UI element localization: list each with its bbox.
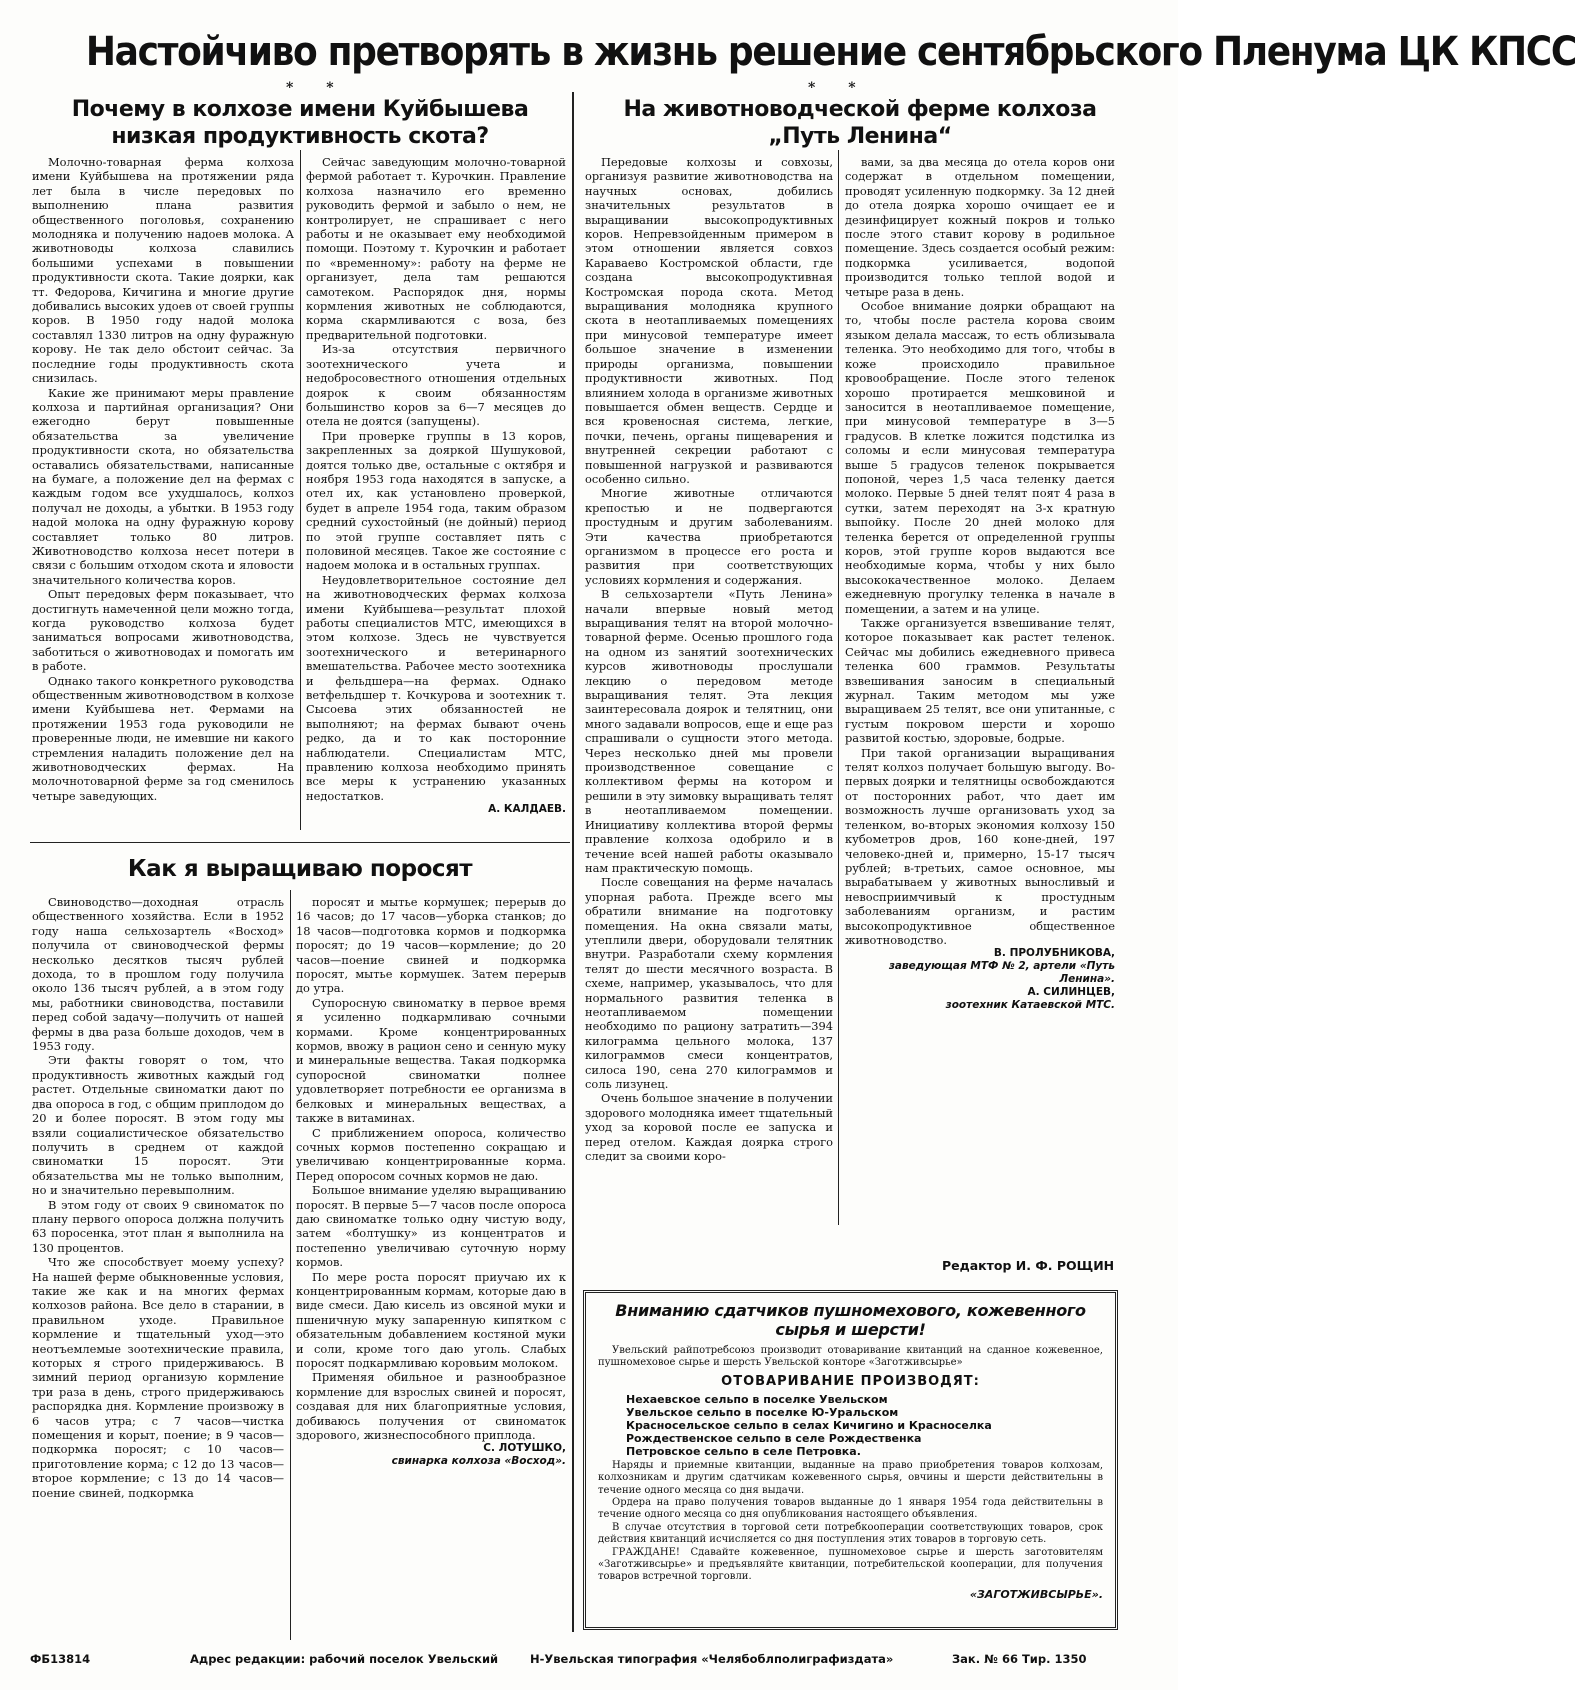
footer-order: Зак. № 66 Тир. 1350	[952, 1652, 1087, 1666]
left-lower-column-rule	[290, 890, 291, 1640]
lenin-farm-column-1	[585, 155, 833, 1280]
lenin-farm-headline: На животноводческой ферме колхоза „Путь Ленина“	[623, 97, 1097, 149]
kuibyshev-headline: Почему в колхозе имени Куйбышева низкая продуктивность скота?	[71, 97, 529, 149]
paragraph: При такой организации выращивания телят колхоз получает большую выгоду. Во-первых доярки и телятницы освобождаются от посторонних работ, что дает им возможность лучше организовать уход за теленком, во-вторых экономия колхозу 150 кубометров дров, 160 коне-дней, 197 человеко-дней и, примерно, 15-17 тысяч рублей; в-третьих, самое основное, мы вырабатываем у животных выносливый и невосприимчивый к простудным заболеваниям организм, и растим высокопродуктивное общественное животноводство.	[845, 745, 1115, 947]
lenin-farm-signature-2-role: зоотехник Катаевской МТС.	[945, 999, 1115, 1012]
notice-subtitle: ОТОВАРИВАНИЕ ПРОИЗВОДЯТ:	[721, 1373, 980, 1389]
paragraph: Из-за отсутствия первичного зоотехнического учета и недобросовестного отношения отдельных доярок к своим обязанностям большинство коров за 6—7 месяцев до отела не доятся (запущены).	[306, 342, 566, 429]
kuibyshev-signature: А. КАЛДАЕВ.	[488, 803, 566, 816]
list-item: Нехаевское сельпо в поселке Увельском	[626, 1392, 888, 1406]
paragraph: Эти факты говорят о том, что продуктивность животных каждый год растет. Отдельные свиноматки дают по два опороса в год, с общим приплодом до 20 и более поросят. В этом году мы взяли социалистическое обязательство получить в среднем от каждой свиноматки 15 поросят. Эти обязательства мы не только выполним, но и значительно перевыполним.	[32, 1053, 284, 1198]
paragraph: В сельхозартели «Путь Ленина» начали впервые новый метод выращивания телят на второй молочно-товарной ферме. Осенью прошлого года на одном из занятий зоотехнических курсов животноводы прослушали лекцию о передовом методе выращивания телят. Эта лекция заинтересовала доярок и телятниц, они много задавали вопросов, еще и еще раз спрашивали о сущности этого метода. Через несколько дней мы провели производственное совещание с коллективом фермы на котором и решили в эту зимовку выращивать телят в неотапливаемом помещении. Инициативу коллектива второй фермы правление колхоза одобрило и в течение всей нашей работы оказывало нам практическую помощь.	[585, 587, 833, 875]
kuibyshev-column-1	[32, 155, 294, 835]
notice-paragraph: Ордера на право получения товаров выданные до 1 января 1954 года действительны в течение одного месяца со дня опубликования настоящего объявления.	[598, 1497, 1103, 1521]
paragraph: В этом году от своих 9 свиноматок по плану первого опороса должна получить 63 поросенка, этот план я выполнила на 130 процентов.	[32, 1197, 284, 1255]
paragraph: Однако такого конкретного руководства общественным животноводством в колхозе имени Куйбышева нет. Фермами на протяжении 1953 года руководили не проверенные люди, не имевшие ни какого стремления наладить положение дел на животноводческих фермах. На молочнотоварной ферме за год сменилось четыре заведующих.	[32, 673, 294, 803]
paragraph: Также организуется взвешивание телят, которое показывает как растет теленок. Сейчас мы добились ежедневного привеса теленка 600 граммов. Результаты взвешивания заносим в специальный журнал. Таким методом мы уже выращиваем 25 телят, все они упитанные, с густым покровом шерсти и хорошо развитой костью, здоровые, бодрые.	[845, 616, 1115, 746]
paragraph: При проверке группы в 13 коров, закрепленных за дояркой Шушуковой, доятся только две, остальные с октября и ноября 1953 года находятся в запуске, а отел их, как установлено проверкой, будет в апреле 1954 года, таким образом средний сухостойный (не дойный) период по этой группе составляет пять с половиной месяцев. Такое же состояние с надоем молока и в остальных группах.	[306, 428, 566, 573]
notice-footer: «ЗАГОТЖИВСЫРЬЕ».	[969, 1587, 1103, 1601]
footer-address: Адрес редакции: рабочий поселок Увельский	[190, 1652, 499, 1666]
paragraph: поросят и мытье кормушек; перерыв до 16 часов; до 17 часов—уборка станков; до 18 часов—подготовка кормов и подкормка поросят; до 19 часов—кормление; до 20 часов—поение свиней и подкормка поросят, мытье кормушек. Затем перерыв до утра.	[296, 895, 566, 996]
paragraph: Неудовлетворительное состояние дел на животноводческих фермах колхоза имени Куйбышева—результат плохой работы специалистов МТС, имеющихся в этом колхозе. Здесь не чувствуется зоотехнического и ветеринарного вмешательства. Рабочее место зоотехника и фельдшера—на фермах. Однако ветфельдшер т. Кочкурова и зоотехник т. Сысоева этих обязанностей не выполняют; на фермах бывают очень редко, да и то как посторонние наблюдатели. Специалистам МТС, правлению колхоза необходимо принять все меры к устранению указанных недостатков.	[306, 572, 566, 803]
banner-stars-left: * *	[286, 80, 348, 96]
list-item: Рождественское сельпо в селе Рождественка	[626, 1431, 922, 1445]
right-column-rule	[838, 150, 839, 1225]
lenin-farm-signature-1-role: заведующая МТФ № 2, артели «Путь Ленина».	[888, 960, 1115, 986]
notice-paragraph: В случае отсутствия в торговой сети потребкооперации соответствующих товаров, срок действия квитанций исчисляется со дня поступления этих товаров в торговую сеть.	[598, 1521, 1103, 1546]
notice-title: Вниманию сдатчиков пушномехового, кожевенного сырья и шерсти!	[615, 1301, 1086, 1339]
notice-intro: Увельский райпотребсоюз производит отоваривание квитанций на сданное кожевенное, пушномеховое сырье и шерсть Увельской конторе «Заготживсырье»	[598, 1345, 1103, 1369]
paragraph: Молочно-товарная ферма колхоза имени Куйбышева на протяжении ряда лет была в числе передовых по выполнению плана развития общественного поголовья, сохранению молодняка и получению надоев молока. А животноводы колхоза славились большими успехами в повышении продуктивности скота. Такие доярки, как тт. Федорова, Кичигина и многие другие добивались высоких удоев от своей группы коров. В 1950 году надой молока составлял 1330 литров на одну фуражную корову. Не так дело обстоит сейчас. За последние годы продуктивность скота снизилась.	[32, 155, 294, 386]
paragraph: Сейчас заведующим молочно-товарной фермой работает т. Курочкин. Правление колхоза назначило его временно руководить фермой и забыло о нем, не контролирует, не спрашивает с него работы и не оказывает ему необходимой помощи. Поэтому т. Курочкин и работает по «временному»: работу на ферме не организует, дела там решаются самотеком. Распорядок дня, нормы кормления животных не соблюдаются, корма скармливаются с воза, без предварительной подготовки.	[306, 155, 566, 342]
section-divider	[30, 842, 570, 843]
left-column-rule	[300, 150, 301, 830]
banner-stars-right: * *	[808, 80, 870, 96]
paragraph: Большое внимание уделяю выращиванию поросят. В первые 5—7 часов после опороса даю свиноматке только одну чистую воду, затем «болтушку» из концентратов и постепенно увеличиваю суточную норму кормов.	[296, 1183, 566, 1270]
lenin-farm-signature-2-name: А. СИЛИНЦЕВ,	[1027, 986, 1115, 999]
paragraph: Применяя обильное и разнообразное кормление для взрослых свиней и поросят, создавая для них благоприятные условия, добиваюсь получения от свиноматок здорового, жизнеспособного приплода.	[296, 1370, 566, 1443]
piglets-column-2	[296, 895, 566, 1643]
paragraph: Какие же принимают меры правление колхоза и партийная организация? Они ежегодно берут повышенные обязательства за увеличение продуктивности скота, но обязательства оставались обязательствами, написанные на бумаге, а положение дел на фермах с каждым годом все ухудшалось, колхоз получал не доходы, а убытки. В 1953 году надой молока на одну фуражную корову составляет только 80 литров. Животноводство колхоза несет потери в связи с большим отходом скота и яловости значительного количества коров.	[32, 385, 294, 587]
paragraph: Свиноводство—доходная отрасль общественного хозяйства. Если в 1952 году наша сельхозартель «Восход» получила от свиноводческой фермы несколько десятков тысяч рублей дохода, то в прошлом году получила около 136 тысяч рублей, а в этом году мы, работники свиноводства, поставили перед собой задачу—получить от нашей фермы в два раза больше доходов, чем в 1953 году.	[32, 895, 284, 1054]
kuibyshev-column-2	[306, 155, 566, 840]
procurement-notice	[583, 1290, 1118, 1630]
piglets-headline: Как я выращиваю поросят	[127, 856, 473, 882]
paragraph: вами, за два месяца до отела коров они содержат в отдельном помещении, проводят усиленную подкормку. За 12 дней до отела доярка хорошо очищает ее и дезинфицирует кожный покров и только после этого ставит корову в родильное помещение. Здесь создается особый режим: подкормка усиливается, водопой производится только теплой водой и четыре раза в день.	[845, 155, 1115, 299]
list-item: Увельское сельпо в поселке Ю-Уральском	[626, 1405, 899, 1419]
piglets-signature-role: свинарка колхоза «Восход».	[391, 1455, 566, 1468]
paragraph: Опыт передовых ферм показывает, что достигнуть намеченной цели можно тогда, когда руководство колхоза будет заниматься вопросами животноводства, заботиться о животноводах и помогать им в работе.	[32, 587, 294, 674]
notice-paragraph: Наряды и приемные квитанции, выданные на право приобретения товаров колхозам, колхозникам и другим сдатчикам кожевенного сырья, овчины и шерсти действительны в течение одного месяца со дня выдачи.	[598, 1459, 1103, 1496]
paragraph: Что же способствует моему успеху? На нашей ферме обыкновенные условия, такие же как и на многих фермах колхозов района. Все дело в старании, в правильном уходе. Правильное кормление и тщательный уход—это неотъемлемые зоотехнические правила, которых я строго придерживаюсь. В зимний период организую кормление три раза в день, строго придерживаюсь распорядка дня. Кормление произвожу в 6 часов утра; с 7 часов—чистка помещения и корыт, поение; в 9 часов—подкормка поросят; с 10 часов—приготовление корма; с 12 до 13 часов—второе кормление; с 13 до 14 часов—поение свиней, подкормка	[32, 1255, 284, 1500]
lenin-farm-signature-1-name: В. ПРОЛУБНИКОВА,	[993, 947, 1115, 960]
paragraph: Очень большое значение в получении здорового молодняка имеет тщательный уход за коровой после ее запуска и перед отелом. Каждая доярка строго следит за своими коро-	[585, 1091, 833, 1164]
paragraph: Многие животные отличаются крепостью и не подвергаются простудным и другим заболеваниям. Эти качества приобретаются организмом в процессе его роста и развития при соответствующих условиях кормления и содержания.	[585, 486, 833, 587]
paragraph: Передовые колхозы и совхозы, организуя развитие животноводства на научных основах, добились значительных результатов в выращивании высокопродуктивных коров. Непревзойденным примером в этом отношении является совхоз Караваево Костромской области, где создана высокопродуктивная Костромская порода скота. Метод выращивания молодняка крупного скота в неотапливаемых помещениях при минусовой температуре имеет большое значение в изменении природы организма, повышении продуктивности животных. Под влиянием холода в организме животных повышается обмен веществ. Сердце и вся кровеносная система, легкие, почки, печень, органы пищеварения и внутренней секреции работают с повышенной нагрузкой и развиваются особенно сильно.	[585, 155, 833, 486]
editor-credit: Редактор И. Ф. РОЩИН	[942, 1258, 1115, 1273]
center-column-rule	[572, 92, 574, 1632]
paragraph: Супоросную свиноматку в первое время я усиленно подкармливаю сочными кормами. Кроме концентрированных кормов, ввожу в рацион сено и сенную муку и минеральные вещества. Такая подкормка супоросной свиноматки полнее удовлетворяет потребности ее организма в белковых и минеральных веществах, а также в витаминах.	[296, 995, 566, 1126]
piglets-column-1	[32, 895, 284, 1640]
lenin-farm-column-2	[845, 155, 1115, 1245]
footer-printer: Н-Увельская типография «Челябоблполиграфиздата»	[530, 1652, 894, 1666]
list-item: Петровское сельпо в селе Петровка.	[626, 1444, 861, 1458]
notice-paragraph: ГРАЖДАНЕ! Сдавайте кожевенное, пушномеховое сырье и шерсть заготовителям «Заготживсырье» и предъявляйте квитанции, потребительской кооперации, для получения товаров встречной торговли.	[598, 1546, 1103, 1583]
list-item: Красносельское сельпо в селах Кичигино и Красноселка	[626, 1418, 992, 1432]
paragraph: С приближением опороса, количество сочных кормов постепенно сокращаю и увеличиваю концентрированные корма. Перед опоросом сочных кормов не даю.	[296, 1125, 566, 1183]
page-banner: Настойчиво претворять в жизнь решение сентябрьского Пленума ЦК КПСС	[85, 29, 1576, 75]
paragraph: Особое внимание доярки обращают на то, чтобы после растела корова своим языком делала массаж, то есть облизывала теленка. Это необходимо для того, чтобы в коже происходило правильное кровообращение. После этого теленок хорошо протирается мешковиной и заносится в неотапливаемое помещение, при минусовой температуре в 3—5 градусов. В клетке ложится подстилка из соломы и если минусовая температура выше 5 градусов теленок покрывается попоной, через 1,5 часа теленку дается молоко. Первые 5 дней телят поят 4 раза в сутки, затем переходят на 3-х кратную выпойку. После 20 дней молоко для теленка берется от определенной группы коров, этой группе коров выдаются все необходимые корма, чтобы у них было высококачественное молоко. Делаем ежедневную прогулку теленка в начале в помещении, а затем и на улице.	[845, 299, 1115, 616]
footer-code: ФБ13814	[30, 1652, 91, 1666]
paragraph: По мере роста поросят приучаю их к концентрированным кормам, которые даю в виде смеси. Даю кисель из овсяной муки и пшеничную муку запаренную кипятком с обязательным добавлением костяной муки и соли, кроме того даю уголь. Слабых поросят подкармливаю коровьим молоком.	[296, 1269, 566, 1370]
piglets-signature-name: С. ЛОТУШКО,	[483, 1442, 566, 1455]
paragraph: После совещания на ферме началась упорная работа. Прежде всего мы обратили внимание на подготовку помещения. На окна связали маты, утеплили двери, оборудовали телятник внутри. Разработали схему кормления телят до шести месячного возраста. В схеме, например, указывалось, что для нормального развития теленка в неотапливаемом помещении необходимо по рациону затратить—394 килограмма цельного молока, 137 килограммов смеси концентратов, силоса 190, сена 270 килограммов и соль лизунец.	[585, 875, 833, 1091]
notice-list	[626, 1393, 1103, 1458]
